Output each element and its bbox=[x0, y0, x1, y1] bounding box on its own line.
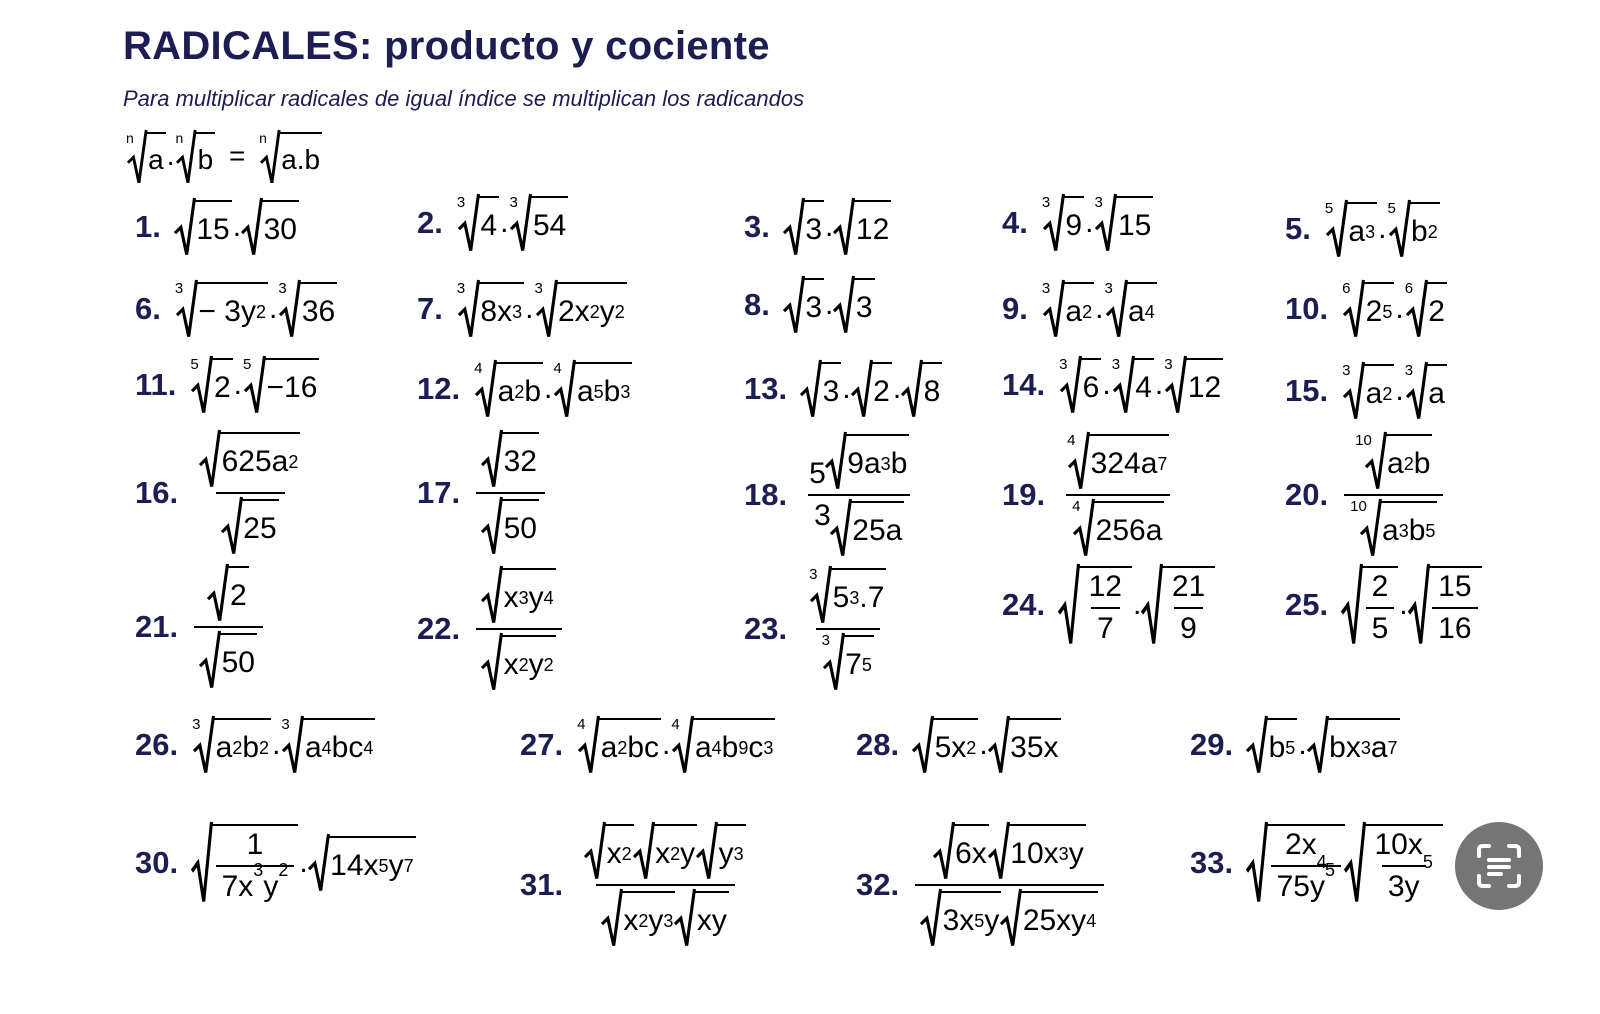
exercise-11: 11. 5 2 . 5 −16 bbox=[135, 356, 319, 415]
text-scan-button[interactable] bbox=[1455, 822, 1543, 910]
exercise-28: 28. 5x 2 . 35x bbox=[856, 716, 1061, 775]
exercise-18: 18. 5 9a 3 b 3 25a bbox=[744, 432, 917, 557]
exercise-8: 8. 3 . 3 bbox=[744, 276, 875, 335]
exercise-29: 29. b 5 . bx 3 a 7 bbox=[1190, 716, 1400, 775]
subtitle: Para multiplicar radicales de igual índice se multiplican los radicandos bbox=[123, 86, 805, 111]
exercise-1: 1. 15 . 30 bbox=[135, 198, 299, 257]
exercise-2: 2. 3 4 . 3 54 bbox=[417, 194, 568, 253]
exercise-22: 22. x 3 y 4 x 2 y 2 bbox=[417, 566, 564, 691]
exercise-5: 5. 5 a 3 . 5 b 2 bbox=[1285, 200, 1440, 259]
exercise-32: 32. 6x 10x 3 y 3x 5 y 25xy 4 bbox=[856, 822, 1106, 947]
exercise-12: 12. 4 a 2 b . 4 a 5 b 3 bbox=[417, 360, 632, 419]
exercise-9: 9. 3 a 2 . 3 a 4 bbox=[1002, 280, 1157, 339]
exercise-24: 24. $\frac{12}{7}$ . $\frac{21}{9}$ bbox=[1002, 564, 1215, 646]
exercise-31: 31. x 2 x 2 y y 3 x 2 y 3 xy bbox=[520, 822, 754, 947]
exercise-17: 17. $\frac{32}{50}$ bbox=[417, 430, 547, 555]
exercise-13: 13. 3 . 2 . 8 bbox=[744, 360, 942, 419]
exercise-7: 7. 3 8x 3 . 3 2x 2 y 2 bbox=[417, 280, 627, 339]
exercise-23: 23. 3 5 3 .7 3 7 5 bbox=[744, 566, 894, 691]
exercise-19: 19. 4 324a 7 4 256a bbox=[1002, 432, 1177, 557]
exercise-4: 4. 3 9 . 3 15 bbox=[1002, 194, 1153, 253]
exercise-27: 27. 4 a 2 bc . 4 a 4 b 9 c 3 bbox=[520, 716, 775, 775]
exercise-33: 33. 2x 4 75y 5 10x 5 3y bbox=[1190, 822, 1443, 904]
exercise-25: 25. $\frac{2}{5}$ . $\frac{15}{16}$ bbox=[1285, 564, 1482, 646]
page-title: RADICALES: producto y cociente bbox=[123, 24, 770, 68]
exercise-20: 20. 10 a 2 b 10 a 3 b 5 bbox=[1285, 432, 1445, 557]
exercise-6: 6. 3 − 3y 2 . 3 36 bbox=[135, 280, 337, 339]
exercise-3: 3. 3 . 12 bbox=[744, 198, 891, 257]
exercise-30: 30. 1 7x 3 y 2 . 14x 5 y 7 bbox=[135, 822, 416, 904]
exercise-10: 10. 6 2 5 . 6 2 bbox=[1285, 280, 1447, 339]
exercise-21: 21. $\frac{2}{50}$ bbox=[135, 564, 265, 689]
exercise-14: 14. 3 6 . 3 4 . 3 12 bbox=[1002, 356, 1223, 415]
exercise-16: 16. 625a 2 25 bbox=[135, 430, 308, 555]
text-scan-icon bbox=[1475, 842, 1523, 890]
rule-formula: n a . n b = n a.b bbox=[126, 130, 322, 185]
exercise-26: 26. 3 a 2 b 2 . 3 a 4 bc 4 bbox=[135, 716, 375, 775]
exercise-15: 15. 3 a 2 . 3 a bbox=[1285, 362, 1447, 421]
